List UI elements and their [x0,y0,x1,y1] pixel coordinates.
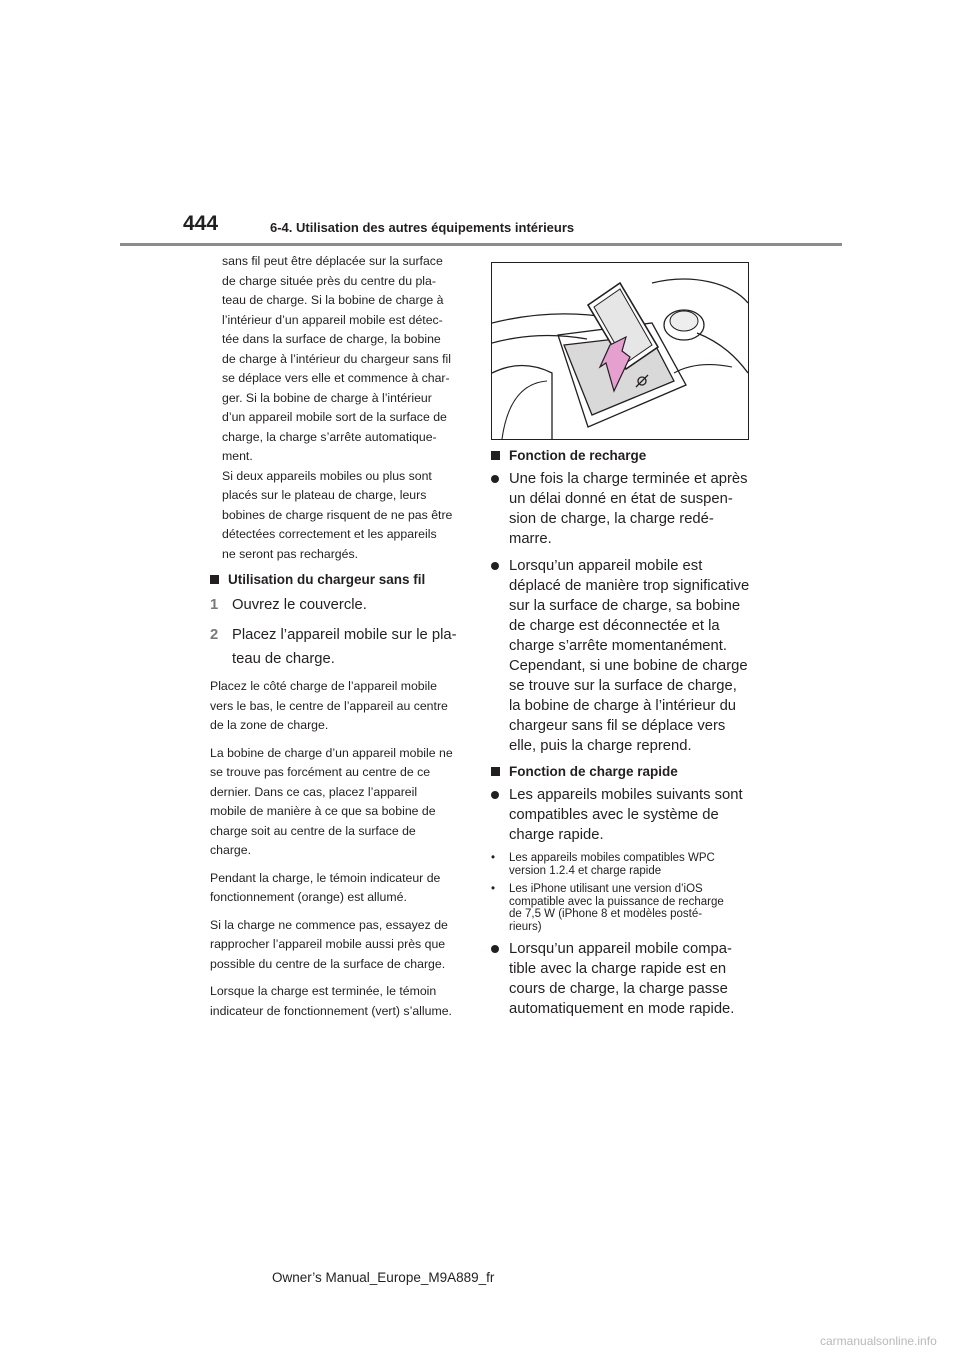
text-line: automatiquement en mode rapide. [509,1001,735,1017]
text-line: Lorsqu’un appareil mobile est [509,558,703,574]
text-line: Lorsqu’un appareil mobile compa- [509,941,732,957]
text-line: La bobine de charge d’un appareil mobile ne [210,745,453,760]
header-divider [120,243,842,246]
text-line: sans fil peut être déplacée sur la surface [222,254,443,268]
text-line: elle, puis la charge reprend. [509,738,692,754]
right-column [491,262,751,1026]
step-text: Ouvrez le couvercle. [232,597,367,613]
text-line: bobines de charge risquent de ne pas être [222,507,453,522]
text-line: Cependant, si une bobine de charge [509,658,748,674]
heading-text: Fonction de charge rapide [509,764,678,779]
text-line: de charge à l’intérieur du chargeur sans fil [222,351,451,366]
bullet-text [509,785,743,845]
text-line: Les appareils mobiles suivants sont [509,787,743,803]
text-line: ne seront pas rechargés. [222,546,359,561]
text-line: ment. [222,449,253,463]
left-column [210,252,468,1021]
text-line: Lorsque la charge est terminée, le témoin [210,984,437,998]
text-line: placés sur le plateau de charge, leurs [222,488,427,502]
section-heading-charge-rapide [491,764,751,779]
step-1 [210,593,468,617]
text-line: Les iPhone utilisant une version d’iOS [509,883,703,895]
text-line: tée dans la surface de charge, la bobine [222,332,441,346]
console-drawing [492,263,748,439]
text-line: Si deux appareils mobiles ou plus sont [222,468,432,483]
text-line: se trouve sur la surface de charge, [509,678,737,694]
bullet-dot-icon [491,939,509,1019]
text-line: vers le bas, le centre de l’appareil au centre [210,698,448,713]
text-line: charge soit au centre de la surface de [210,823,416,838]
intro-paragraph [210,252,468,564]
text-line: sur la surface de charge, sa bobine [509,598,741,614]
text-line: chargeur sans fil se déplace vers [509,718,726,734]
sub-text [509,852,715,877]
sub-item [491,852,751,877]
text-line: dernier. Dans ce cas, placez l’appareil [210,784,418,799]
page-number: 444 [183,212,219,235]
text-line: rieurs) [509,920,542,933]
footer-manual-id: Owner’s Manual_Europe_M9A889_fr [272,1270,495,1285]
note-paragraph-4 [210,916,468,975]
text-line: déplacé de manière trop significative [509,578,750,594]
text-line: mobile de manière à ce que sa bobine de [210,804,436,818]
step-text [232,623,457,671]
note-paragraph-2 [210,744,468,861]
text-line: Les appareils mobiles compatibles WPC [509,852,715,864]
note-paragraph-3 [210,869,468,908]
text-line: tible avec la charge rapide est en [509,961,727,977]
square-bullet-icon [491,767,500,776]
sub-text [509,883,724,933]
text-line: possible du centre de la surface de charge. [210,956,446,971]
bullet-item [491,469,751,549]
heading-text: Fonction de recharge [509,448,647,463]
text-line: charge, la charge s’arrête automatique- [222,429,437,444]
section-heading-recharge [491,448,751,463]
text-line: compatibles avec le système de [509,807,719,823]
sub-bullet-mark: • [491,852,496,864]
text-line: l’intérieur d’un appareil mobile est détec- [222,312,443,327]
text-line: de la zone de charge. [210,718,329,732]
note-paragraph-1 [210,677,468,736]
step-number: 2 [210,627,219,643]
text-line: marre. [509,531,552,547]
text-line: teau de charge. [232,651,335,667]
square-bullet-icon [210,575,219,584]
text-line: de 7,5 W (iPhone 8 et modèles posté- [509,908,703,920]
bullet-item [491,939,751,1019]
text-line: d’un appareil mobile sort de la surface de [222,410,447,424]
charger-illustration [491,262,749,440]
bullet-text [509,469,748,549]
text-line: version 1.2.4 et charge rapide [509,864,662,877]
bullet-dot-icon [491,556,509,756]
bullet-item [491,785,751,845]
step-number: 1 [210,597,219,613]
bullet-dot-icon [491,469,509,549]
text-line: Pendant la charge, le témoin indicateur de [210,870,441,885]
text-line: Placez le côté charge de l’appareil mobile [210,679,437,693]
text-line: Placez l’appareil mobile sur le pla- [232,627,457,643]
sub-bullet-mark: • [491,883,496,895]
sub-item [491,883,751,933]
text-line: se déplace vers elle et commence à char- [222,371,450,385]
bullet-text [509,556,749,756]
bullet-item [491,556,751,756]
square-bullet-icon [491,451,500,460]
text-line: fonctionnement (orange) est allumé. [210,890,407,904]
text-line: charge rapide. [509,827,604,843]
text-line: sion de charge, la charge redé- [509,511,714,527]
text-line: indicateur de fonctionnement (vert) s’allume. [210,1003,452,1018]
text-line: de charge est déconnectée et la [509,618,720,634]
bullet-dot-icon [491,785,509,845]
text-line: un délai donné en état de suspen- [509,491,733,507]
text-line: détectées correctement et les appareils [222,527,437,541]
text-line: la bobine de charge à l’intérieur du [509,698,737,714]
text-line: compatible avec la puissance de recharge [509,895,724,908]
text-line: Une fois la charge terminée et après [509,471,748,487]
text-line: rapprocher l’appareil mobile aussi près que [210,937,446,951]
step-2 [210,623,468,671]
watermark: carmanualsonline.info [820,1334,937,1348]
bullet-text [509,939,734,1019]
text-line: charge. [210,843,252,857]
text-line: teau de charge. Si la bobine de charge à [222,293,444,307]
text-line: de charge située près du centre du pla- [222,273,436,288]
text-line: ger. Si la bobine de charge à l’intérieur [222,390,432,405]
text-line: cours de charge, la charge passe [509,981,728,997]
text-line: Si la charge ne commence pas, essayez de [210,917,448,932]
section-heading-utilisation [210,572,468,587]
heading-text: Utilisation du chargeur sans fil [228,572,426,587]
text-line: charge s’arrête momentanément. [509,638,727,654]
text-line: se trouve pas forcément au centre de ce [210,765,431,779]
note-paragraph-5 [210,982,468,1021]
section-title: 6-4. Utilisation des autres équipements intérieurs [270,220,575,235]
